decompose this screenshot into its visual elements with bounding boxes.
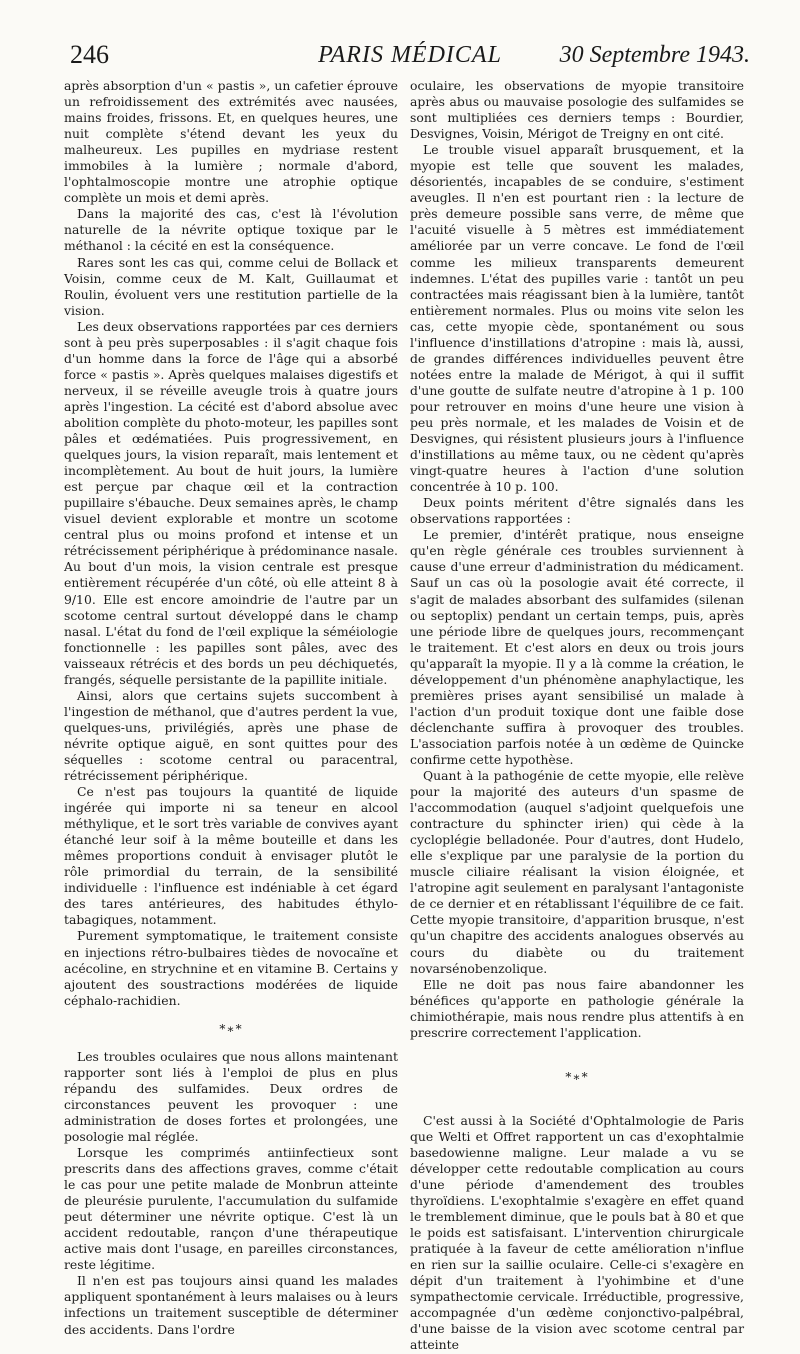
- paragraph: Lorsque les comprimés antiinfectieux sont prescrits dans des affections graves, comme c'était le cas pour une petite malade de Monbrun atteinte de pleurésie purulente, l'accumulation du sulfamide peut déterminer une névrite optique. C'est là un accident redoutable, rançon d'une thérapeutique active mais dont l'usage, en pareilles circonstances, reste légitime.: [64, 1145, 398, 1273]
- paragraph: Le premier, d'intérêt pratique, nous enseigne qu'en règle générale ces troubles surviennent à cause d'une erreur d'administration du médicament. Sauf un cas où la posologie avait été correcte, il s'agit de malades absorbant des sulfamides (silenan ou septoplix) pendant un certain temps, puis, après une période libre de quelques jours, recommençant le traitement. Et c'est alors en deux ou trois jours qu'apparaît la myopie. Il y a là comme la création, le développement d'un phénomène anaphylactique, les premières prises ayant sensibilisé un malade à l'action d'un produit toxique dont une faible dose déclenchante suffira à provoquer des troubles. L'association parfois notée à un œdème de Quincke confirme cette hypothèse.: [410, 527, 744, 767]
- paragraph: Ce n'est pas toujours la quantité de liquide ingérée qui importe ni sa teneur en alcool méthylique, et le sort très variable de convives ayant étanché leur soif à la même bouteille et dans les mêmes proportions conduit à envisager plutôt le rôle primordial du terrain, de la sensibilité individuelle : l'influence est indéniable à cet égard des tares antérieures, des habitudes éthylo-tabagiques, notamment.: [64, 784, 398, 928]
- paragraph: après absorption d'un « pastis », un cafetier éprouve un refroidissement des extrémités avec nausées, mains froides, frissons. Et, en quelques heures, une nuit complète s'étend devant les yeux du malheureux. Les pupilles en mydriase restent immobiles à la lumière ; normale d'abord, l'ophtalmoscopie montre une atrophie optique complète un mois et demi après.: [64, 78, 398, 206]
- paragraph: Les troubles oculaires que nous allons maintenant rapporter sont liés à l'emploi de plus en plus répandu des sulfamides. Deux ordres de circonstances peuvent les provoquer : une administration de doses fortes et prolongées, une posologie mal réglée.: [64, 1048, 398, 1144]
- paragraph: Le trouble visuel apparaît brusquement, et la myopie est telle que souvent les malades, désorientés, incapables de se conduire, s'estiment aveugles. Il n'en est pourtant rien : la lecture de près demeure possible sans verre, de même que l'acuité visuelle à 5 mètres est immédiatement améliorée par un verre concave. Le fond de l'œil comme les milieux transparents demeurent indemnes. L'état des pupilles varie : tantôt un peu contractées mais réagissant bien à la lumière, tantôt entièrement normales. Plus ou moins vite selon les cas, cette myopie cède, spontanément ou sous l'influence d'instillations d'atropine : mais là, aussi, de grandes différences individuelles peuvent être notées entre la malade de Mérigot, à qui il suffit d'une goutte de sulfate neutre d'atropine à 1 p. 100 pour retrouver en moins d'une heure une vision à peu près normale, et les malades de Voisin et de Desvignes, qui résistent plusieurs jours à l'influence d'instillations au même taux, ou ne cèdent qu'après vingt-quatre heures à l'action d'une solution concentrée à 10 p. 100.: [410, 142, 744, 495]
- paragraph: Il n'en est pas toujours ainsi quand les malades appliquent spontanément à leurs malaises ou à leurs infections un traitement susceptible de déterminer des accidents. Dans l'ordre: [64, 1273, 398, 1337]
- left-column: [64, 78, 398, 1338]
- paragraph: Les deux observations rapportées par ces derniers sont à peu près superposables : il s'agit chaque fois d'un homme dans la force de l'âge qui a absorbé force « pastis ». Après quelques malaises digestifs et nerveux, il se réveille aveugle trois à quatre jours après l'ingestion. La cécité est d'abord absolue avec abolition complète du photo-moteur, les papilles sont pâles et œdématiées. Puis progressivement, en quelques jours, la vision reparaît, mais lentement et incomplètement. Au bout de huit jours, la lumière est perçue par chaque œil et la contraction pupillaire s'ébauche. Deux semaines après, le champ visuel devient explorable et montre un scotome central plus ou moins profond et intense et un rétrécissement périphérique à prédominance nasale. Au bout d'un mois, la vision centrale est presque entièrement récupérée d'un côté, où elle atteint 8 à 9/10. Elle est encore amoindrie de l'autre par un scotome central surtout développé dans le champ nasal. L'état du fond de l'œil explique la séméiologie fonctionnelle : les papilles sont pâles, avec des vaisseaux rétrécis et des bords un peu déchiquetés, frangés, séquelle persistante de la papillite initiale.: [64, 318, 398, 687]
- issue-date: 30 Septembre 1943.: [559, 42, 750, 68]
- right-column: [410, 78, 744, 1354]
- paragraph: oculaire, les observations de myopie transitoire après abus ou mauvaise posologie des sulfamides se sont multipliées ces derniers temps : Bourdier, Desvignes, Voisin, Mérigot de Treigny en ont cité.: [410, 78, 744, 142]
- paragraph: Rares sont les cas qui, comme celui de Bollack et Voisin, comme ceux de M. Kalt, Guillaumat et Roulin, évoluent vers une restitution partielle de la vision.: [64, 254, 398, 318]
- paragraph: Purement symptomatique, le traitement consiste en injections rétro-bulbaires tièdes de novocaïne et acécoline, en strychnine et en vitamine B. Certains y ajoutent des soustractions modérées de liquide céphalo-rachidien.: [64, 928, 398, 1008]
- paragraph: C'est aussi à la Société d'Ophtalmologie de Paris que Welti et Offret rapportent un cas d'exophtalmie basedowienne maligne. Leur malade a vu se développer cette redoutable complication au cours d'une période d'amendement des troubles thyroïdiens. L'exophtalmie s'exagère en effet quand le tremblement diminue, que le pouls bat à 80 et que le poids est satisfaisant. L'intervention chirurgicale pratiquée à la faveur de cette amélioration n'influe en rien sur la saillie oculaire. Celle-ci s'exagère en dépit d'un traitement à l'yohimbine et d'une sympathectomie cervicale. Irréductible, progressive, accompagnée d'un œdème conjonctivo-palpébral, d'une baisse de la vision avec scotome central par atteinte: [410, 1112, 745, 1353]
- paragraph: Quant à la pathogénie de cette myopie, elle relève pour la majorité des auteurs d'un spasme de l'accommodation (auquel s'adjoint quelquefois une contracture du sphincter irien) qui cède à la cycloplégie belladonée. Pour d'autres, dont Hudelo, elle s'explique par une paralysie de la portion du muscle ciliaire réalisant la vision éloignée, et l'atropine agit seulement en paralysant l'antagoniste de ce dernier et en rétablissant l'équilibre de ce fait. Cette myopie transitoire, d'apparition brusque, n'est qu'un chapitre des accidents analogues observés au cours du diabète ou du traitement novarsénobenzolique.: [410, 768, 744, 976]
- running-header: [70, 40, 750, 74]
- section-separator: *∗*: [565, 1069, 589, 1084]
- journal-title: PARIS MÉDICAL: [318, 42, 502, 68]
- paragraph: Ainsi, alors que certains sujets succombent à l'ingestion de méthanol, que d'autres perdent la vue, quelques-uns, privilégiés, après une phase de névrite optique aiguë, en sont quittes pour des séquelles : scotome central ou paracentral, rétrécissement périphérique.: [64, 687, 398, 784]
- paragraph: Deux points méritent d'être signalés dans les observations rapportées :: [410, 495, 744, 527]
- page-number: 246: [70, 40, 109, 69]
- paragraph: Elle ne doit pas nous faire abandonner les bénéfices qu'apporte en pathologie générale la chimiothérapie, mais nous rendre plus attentifs à en prescrire correctement l'application.: [410, 976, 744, 1040]
- section-separator: *∗*: [219, 1021, 243, 1036]
- paragraph: Dans la majorité des cas, c'est là l'évolution naturelle de la névrite optique toxique par le méthanol : la cécité en est la conséquence.: [64, 206, 398, 254]
